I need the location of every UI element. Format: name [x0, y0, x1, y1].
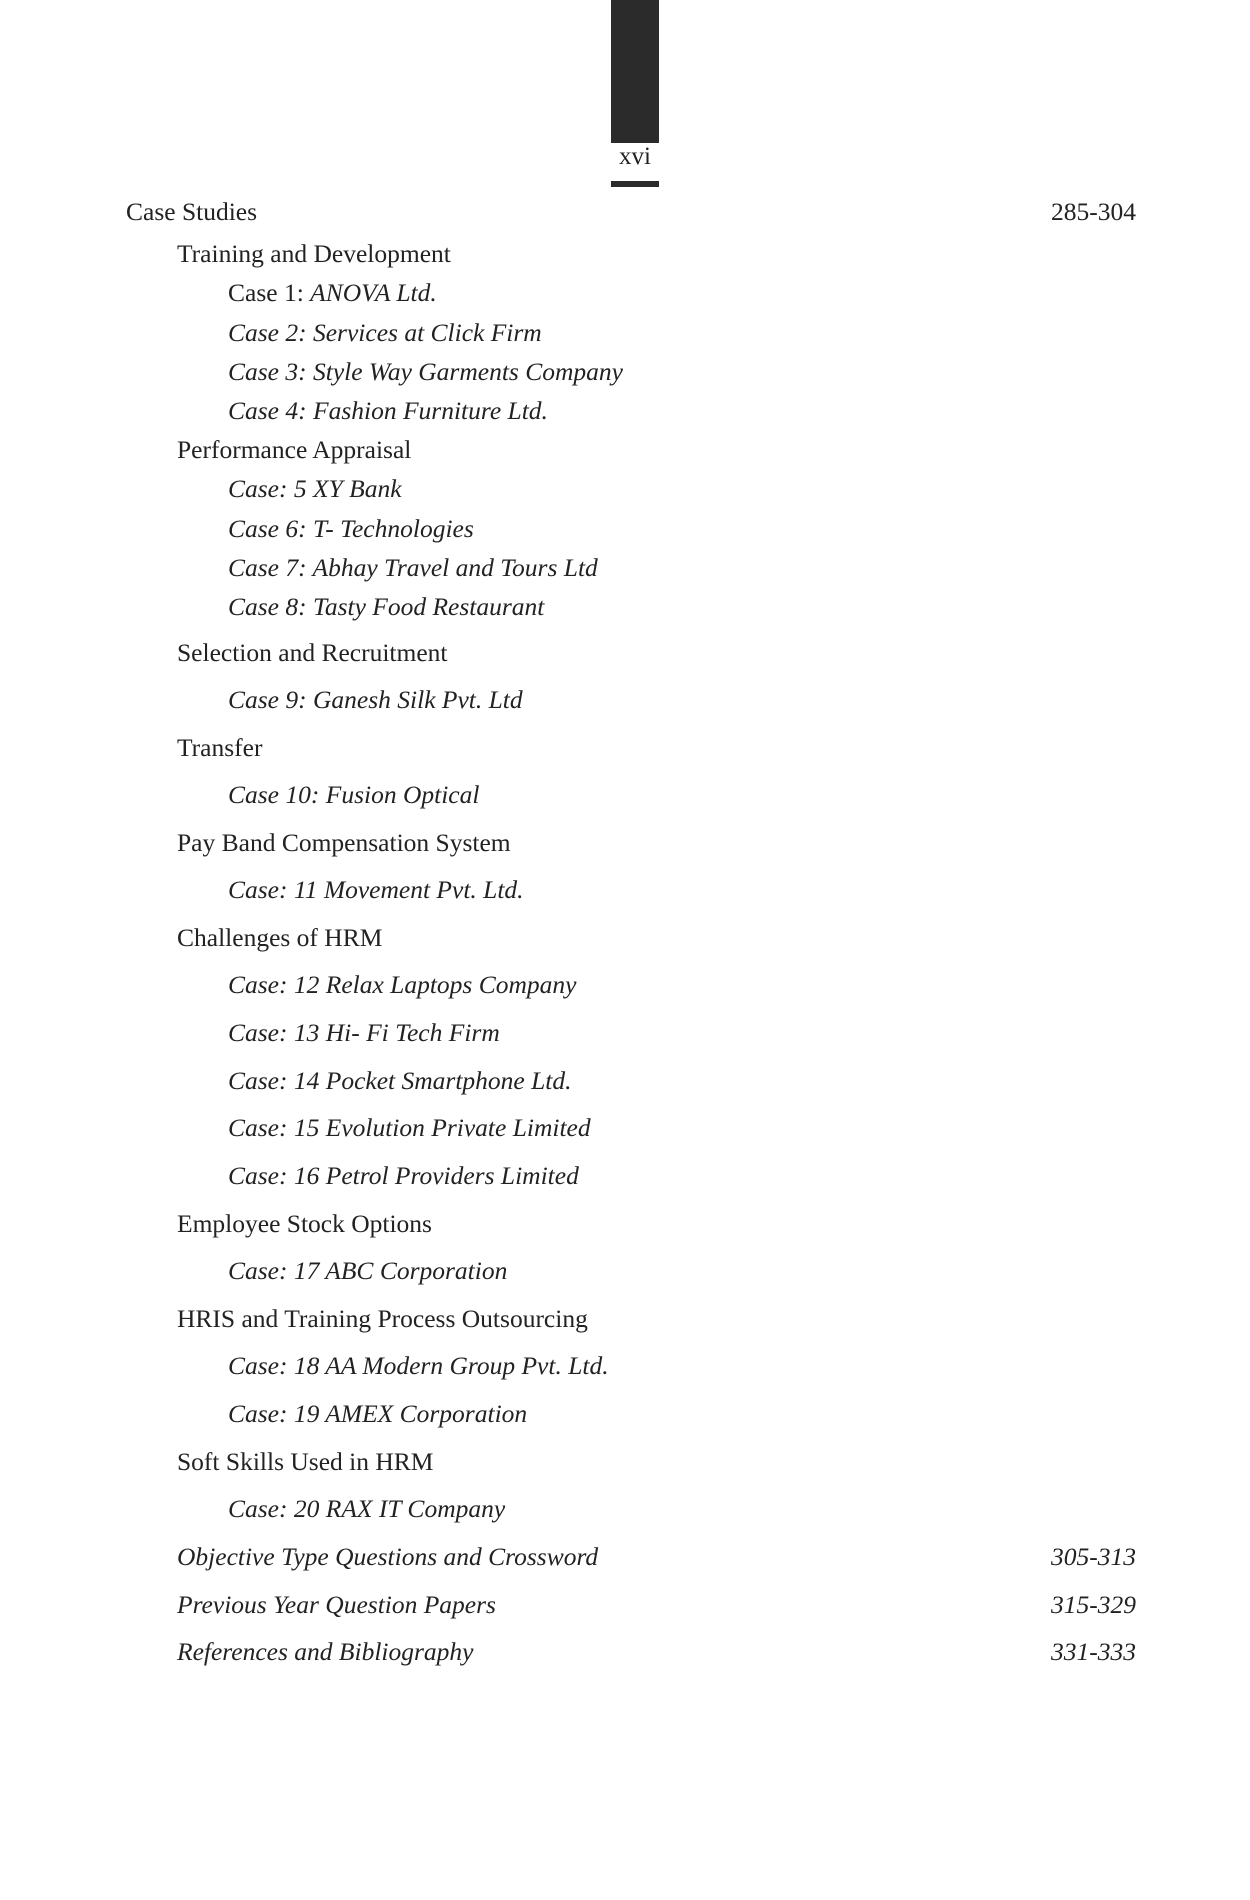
case-1-name: ANOVA Ltd. — [310, 278, 437, 307]
toc-section-case-studies: Case Studies — [126, 197, 258, 226]
toc-subsection-softskills: Soft Skills Used in HRM — [177, 1447, 434, 1476]
toc-subsection-challenges: Challenges of HRM — [177, 923, 383, 952]
toc-page-range-references: 331-333 — [1051, 1637, 1136, 1666]
toc-subsection-hris: HRIS and Training Process Outsourcing — [177, 1304, 588, 1333]
toc-subsection-payband: Pay Band Compensation System — [177, 828, 511, 857]
toc-entry-case-10: Case 10: Fusion Optical — [228, 780, 480, 809]
toc-entry-case-2: Case 2: Services at Click Firm — [228, 318, 542, 347]
toc-entry-case-13: Case: 13 Hi- Fi Tech Firm — [228, 1018, 500, 1047]
toc-section-previous-papers: Previous Year Question Papers — [177, 1590, 496, 1619]
toc-subsection-esop: Employee Stock Options — [177, 1209, 432, 1238]
toc-entry-case-11: Case: 11 Movement Pvt. Ltd. — [228, 875, 524, 904]
toc-entry-case-19: Case: 19 AMEX Corporation — [228, 1399, 528, 1428]
toc-entry-case-15: Case: 15 Evolution Private Limited — [228, 1113, 591, 1142]
toc-entry-case-6: Case 6: T- Technologies — [228, 514, 474, 543]
toc-page-range-previous-papers: 315-329 — [1051, 1590, 1136, 1619]
page-number-rule — [611, 181, 659, 187]
toc-entry-case-16: Case: 16 Petrol Providers Limited — [228, 1161, 579, 1190]
toc-entry-case-9: Case 9: Ganesh Silk Pvt. Ltd — [228, 685, 523, 714]
toc-section-objective: Objective Type Questions and Crossword — [177, 1542, 599, 1571]
toc-subsection-selection: Selection and Recruitment — [177, 638, 448, 667]
toc-entry-case-18: Case: 18 AA Modern Group Pvt. Ltd. — [228, 1351, 609, 1380]
toc-entry-case-8: Case 8: Tasty Food Restaurant — [228, 592, 545, 621]
toc-subsection-training: Training and Development — [177, 239, 451, 268]
toc-entry-case-5: Case: 5 XY Bank — [228, 474, 402, 503]
toc-subsection-transfer: Transfer — [177, 733, 263, 762]
toc-section-references: References and Bibliography — [177, 1637, 474, 1666]
page-tab-marker — [611, 0, 659, 143]
toc-entry-case-1 — [228, 277, 437, 309]
toc-entry-case-7: Case 7: Abhay Travel and Tours Ltd — [228, 553, 598, 582]
toc-page-range-case-studies: 285-304 — [1051, 197, 1136, 226]
toc-entry-case-12: Case: 12 Relax Laptops Company — [228, 970, 577, 999]
toc-subsection-appraisal: Performance Appraisal — [177, 435, 412, 464]
toc-page-range-objective: 305-313 — [1051, 1542, 1136, 1571]
page-number: xvi — [619, 143, 651, 170]
case-1-prefix: Case 1: — [228, 278, 311, 307]
toc-entry-case-14: Case: 14 Pocket Smartphone Ltd. — [228, 1066, 572, 1095]
toc-entry-case-4: Case 4: Fashion Furniture Ltd. — [228, 396, 548, 425]
toc-entry-case-17: Case: 17 ABC Corporation — [228, 1256, 508, 1285]
toc-entry-case-20: Case: 20 RAX IT Company — [228, 1494, 506, 1523]
toc-entry-case-3: Case 3: Style Way Garments Company — [228, 357, 623, 386]
